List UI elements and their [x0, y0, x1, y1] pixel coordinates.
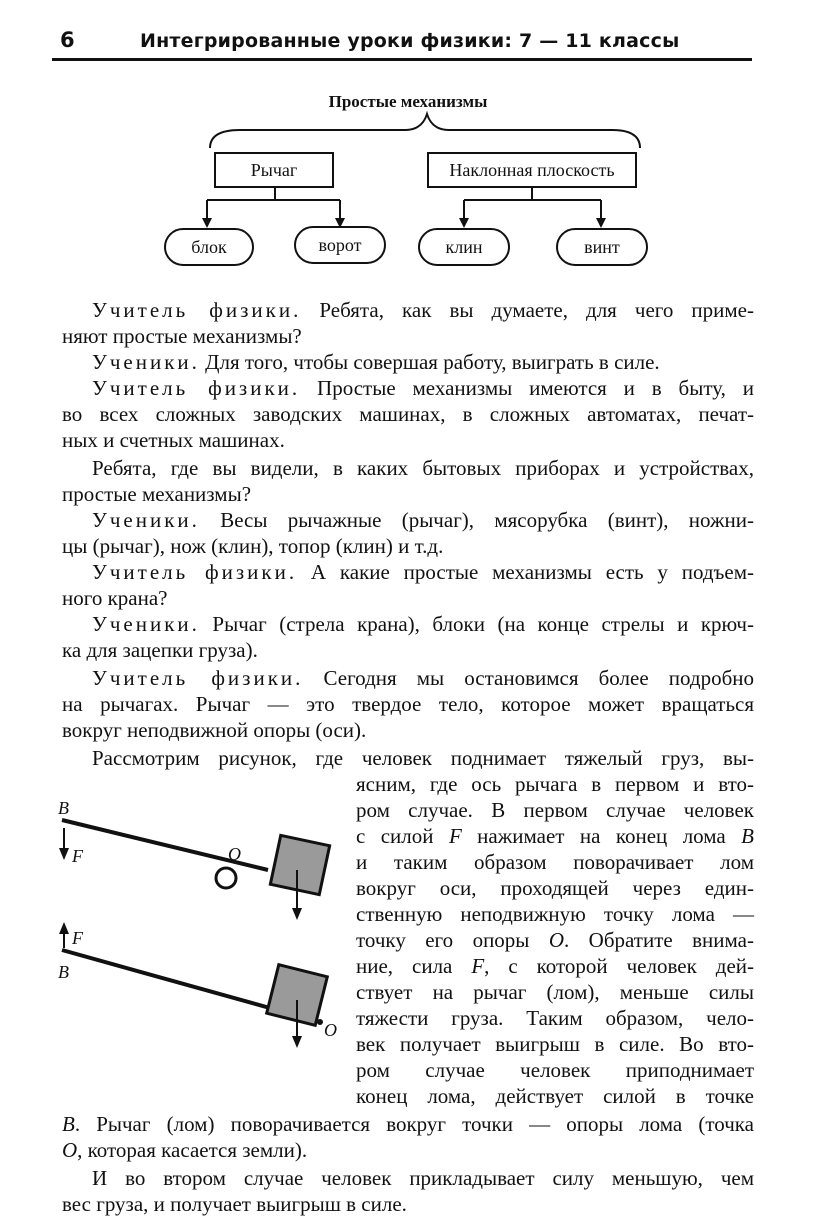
leaf-screw: винт — [556, 228, 648, 266]
line: Ученики. Весы рычажные (рычаг), мясорубка (винт), ножни- — [92, 508, 754, 532]
scheme-connectors — [0, 108, 816, 278]
line: O, которая касается земли). — [62, 1138, 308, 1162]
page-number: 6 — [60, 28, 75, 52]
line: конец лома, действует силой в точке — [356, 1084, 754, 1108]
line: на рычагах. Рычаг — это твердое тело, которое может вращаться — [62, 692, 754, 716]
line: Учитель физики. Сегодня мы остановимся более подробно — [92, 666, 754, 690]
line: вокруг неподвижной опоры (оси). — [62, 718, 367, 742]
header-rule — [52, 58, 752, 61]
weight-arrow-top — [292, 908, 302, 920]
line: ствует на рычаг (лом), меньше силы — [356, 980, 754, 1004]
line: Рассмотрим рисунок, где человек поднимает тяжелый груз, вы- — [92, 746, 754, 770]
line: простые механизмы? — [62, 482, 252, 506]
line: вес груза, и получает выигрыш в силе. — [62, 1192, 407, 1216]
line: Ученики. Для того, чтобы совершая работу, выиграть в силе. — [92, 350, 660, 374]
force-arrow-top — [59, 848, 69, 860]
label-B-bottom: B — [58, 962, 69, 982]
label-F-bottom: F — [72, 928, 83, 948]
line: ясним, где ось рычага в первом и вто- — [356, 772, 754, 796]
line: ственную неподвижную точку лома — — [356, 902, 754, 926]
running-title: Интегрированные уроки физики: 7 — 11 классы — [140, 30, 680, 52]
page-header — [52, 28, 752, 56]
line: Ученики. Рычаг (стрела крана), блоки (на конце стрелы и крюч- — [92, 612, 754, 636]
line: B. Рычаг (лом) поворачивается вокруг точки — опоры лома (точка — [62, 1112, 754, 1136]
pivot-top — [216, 868, 236, 888]
pivot-bottom — [317, 1019, 323, 1025]
line: точку его опоры O. Обратите внима- — [356, 928, 754, 952]
label-O-bottom: O — [324, 1020, 337, 1040]
line: Учитель физики. А какие простые механизмы есть у подъем- — [92, 560, 754, 584]
load-top — [270, 835, 329, 894]
line: ного крана? — [62, 586, 168, 610]
box-lever: Рычаг — [214, 152, 334, 188]
force-arrow-bottom — [59, 922, 69, 934]
line: ром случае. В первом случае человек — [356, 798, 754, 822]
line: ка для зацепки груза). — [62, 638, 258, 662]
lever-figure — [50, 790, 350, 1070]
line: Ребята, где вы видели, в каких бытовых приборах и устройствах, — [92, 456, 754, 480]
weight-arrow-bottom — [292, 1036, 302, 1048]
line: с силой F нажимает на конец лома B — [356, 824, 754, 848]
line: Учитель физики. Простые механизмы имеются и в быту, и — [92, 376, 755, 400]
line: ром случае человек приподнимает — [356, 1058, 754, 1082]
leaf-wedge: клин — [418, 228, 510, 266]
line: ние, сила F, с которой человек дей- — [356, 954, 754, 978]
line: во всех сложных заводских машинах, в сложных автоматах, печат- — [62, 402, 754, 426]
line: век получает выигрыш в силе. Во вто- — [356, 1032, 754, 1056]
line: цы (рычаг), нож (клин), топор (клин) и т.д. — [62, 534, 444, 558]
line: и таким образом поворачивает лом — [356, 850, 754, 874]
scheme-title: Простые механизмы — [328, 92, 488, 111]
line: ных и счетных машинах. — [62, 428, 285, 452]
line: И во втором случае человек прикладывает силу меньшую, чем — [92, 1166, 754, 1190]
box-inclined-plane: Наклонная плоскость — [427, 152, 637, 188]
leaf-windlass: ворот — [294, 226, 386, 264]
label-O-top: O — [228, 844, 241, 864]
label-B-top: B — [58, 798, 69, 818]
line: тяжести груза. Таким образом, чело- — [356, 1006, 754, 1030]
line: вокруг оси, проходящей через един- — [356, 876, 754, 900]
line: Учитель физики. Ребята, как вы думаете, для чего приме- — [92, 298, 754, 322]
leaf-block: блок — [164, 228, 254, 266]
label-F-top: F — [72, 846, 83, 866]
line: няют простые механизмы? — [62, 324, 302, 348]
